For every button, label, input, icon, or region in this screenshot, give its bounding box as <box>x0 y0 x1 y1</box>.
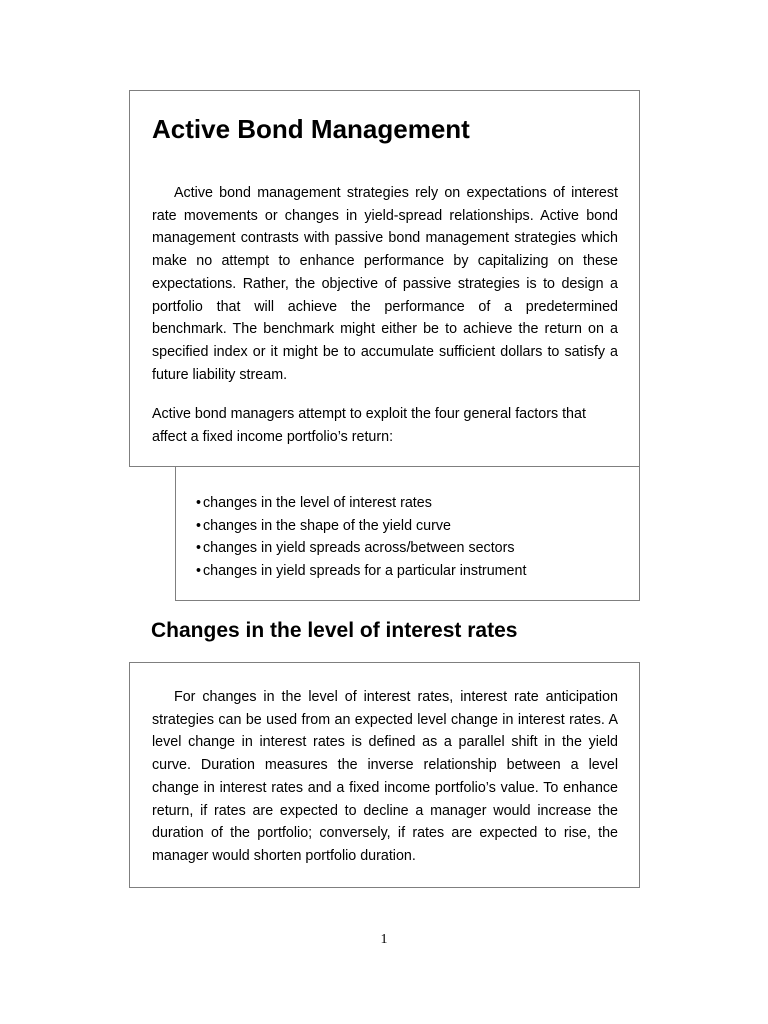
list-item-text: changes in the shape of the yield curve <box>203 517 451 534</box>
factors-list-box <box>175 466 640 601</box>
level-change-text-box <box>129 662 640 888</box>
level-change-paragraph: For changes in the level of interest rates, interest rate anticipation strategies can be used from an expected level change in interest rates. A level change in interest rates is defined as a parallel shift in the yield curve. Duration measures the inverse relationship between a level change in interest rates and a fixed income portfolio’s value. To enhance return, if rates are expected to decline a manager would increase the duration of the portfolio; conversely, if rates are expected to rise, the manager would shorten portfolio duration. <box>152 689 618 864</box>
bullet-icon: • <box>196 540 202 557</box>
factors-list <box>196 492 526 583</box>
list-item-text: changes in yield spreads for a particular instrument <box>203 563 527 580</box>
list-item <box>196 537 526 560</box>
list-item <box>196 560 526 583</box>
bullet-icon: • <box>196 563 202 580</box>
intro-paragraph: Active bond management strategies rely on expectations of interest rate movements or changes in yield-spread relationships. Active bond management contrasts with passive bond management strategies which make no attempt to enhance performance by capitalizing on these expectations. Rather, the objective of passive strategies is to design a portfolio that will achieve the performance of a predetermined benchmark. The benchmark might either be to achieve the return on a specified index or it might be to accumulate sufficient dollars to satisfy a future liability stream. <box>152 185 618 383</box>
bullet-icon: • <box>196 495 202 511</box>
factors-intro-paragraph: Active bond managers attempt to exploit the four general factors that affect a fixed income portfolio’s return: <box>152 406 586 445</box>
list-item <box>196 492 526 515</box>
list-item-text: changes in the level of interest rates <box>203 495 432 511</box>
intro-text-box <box>129 90 640 467</box>
bullet-icon: • <box>196 517 202 534</box>
document-title: Active Bond Management <box>152 114 470 144</box>
list-item-text: changes in yield spreads across/between sectors <box>203 540 515 557</box>
list-item <box>196 515 526 538</box>
page-number: 1 <box>380 932 388 947</box>
section-heading: Changes in the level of interest rates <box>151 619 518 642</box>
